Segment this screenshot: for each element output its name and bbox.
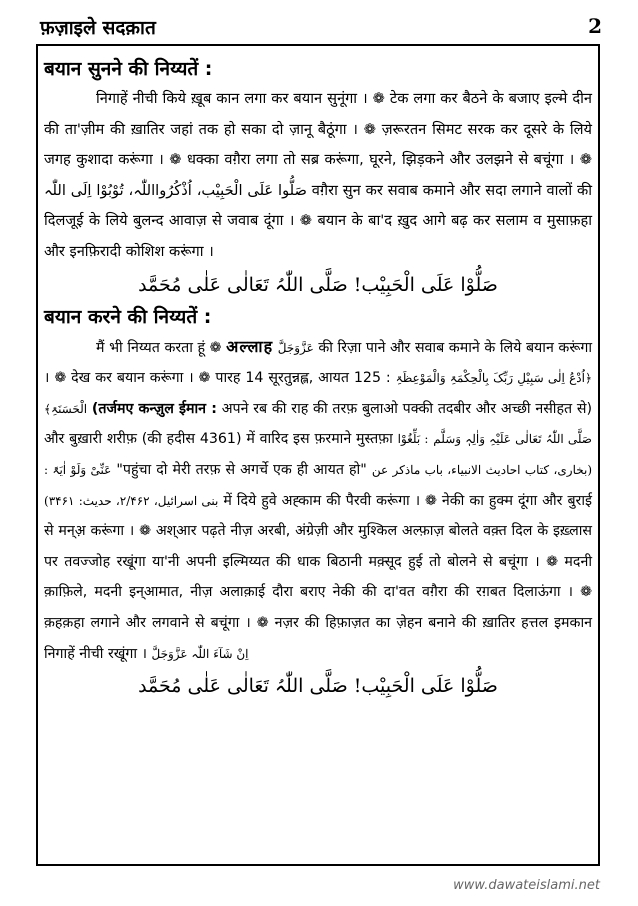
page-header [40, 12, 602, 42]
azza-wajal-text: عَزَّوَجَلَّ [277, 340, 314, 355]
after-allah-text: की रिज़ा पाने और सवाब कमाने के लिये बयान करूंगा । ❁ देख कर बयान करूंगा । ❁ पारह 14 सूरतुन्नह्ल, आयत 125 : [44, 339, 593, 387]
hadith-arabic: : بَلِّغُوْا عَنِّیْ وَلَوْ اٰیَۃً : [44, 432, 429, 477]
durood-line-1: صَلُّوْا عَلَی الْحَبِیْب! صَلَّی اللّٰہُ تَعَالٰی عَلٰی مُحَمَّد [138, 273, 498, 296]
quran-ayah: ﴿اُدْعُ اِلٰی سَبِیْلِ رَبِّکَ بِالْحِکْمَۃِ وَالْمَوْعِظَۃِ الْحَسَنَۃِ﴾ [44, 371, 592, 416]
section-heading-listening: बयान सुनने की निय्यतें : [44, 58, 213, 80]
content-body [44, 54, 592, 858]
tarjama-label: (तर्जमए कन्ज़ुल ईमान : [91, 400, 217, 417]
page-number: 2 [588, 14, 602, 38]
speaking-intentions-paragraph [44, 332, 592, 670]
hadith-reference: (بخاری، کتاب احادیث الانبیاء، باب ماذکر عن بنی اسرائیل، ۲/۴۶۲، حدیث: ۳۴۶۱) [44, 462, 592, 508]
tarjama-text: अपने रब की राह की तरफ़ बुलाओ पक्की तदबीर और अच्छी नसीहत से) और बुख़ारी शरीफ़ (की हदीस 4361) में वारिद इस फ़रमाने मुस्तफ़ा [44, 400, 592, 448]
allah-word: अल्लाह [226, 336, 274, 356]
website-url: www.dawateislami.net [453, 878, 600, 893]
book-title: फ़ज़ाइले सदक़ात [40, 17, 156, 39]
content-frame [36, 44, 600, 866]
durood-line-2: صَلُّوْا عَلَی الْحَبِیْب! صَلَّی اللّٰہُ تَعَالٰی عَلٰی مُحَمَّد [138, 675, 498, 698]
intro-text: मैं भी निय्यत करता हूं ❁ [96, 339, 222, 356]
section-heading-speaking: बयान करने की निय्यतें : [44, 305, 212, 328]
listening-intentions-paragraph: निगाहें नीची किये ख़ूब कान लगा कर बयान सुनूंगा । ❁ टेक लगा कर बैठने के बजाए इल्मे दीन की ता'ज़ीम की ख़ातिर जहां तक हो सका दो ज़ानू बैठूंगा । ❁ ज़रूरतन सिमट सरक कर दूसरे के लिये जगह कुशादा करूंगा । ❁ धक्का वग़ैरा लगा तो सब्र करूंगा, घूरने, झिड़कने और उलझने से बचूंगा । ❁ صَلُّوا عَلَی الْحَبِیْب، اُذْکُرُوااللّٰہ، تُوْبُوْا اِلَی اللّٰہ वग़ैरा सुन कर सवाब कमाने और सदा लगाने वालों की दिलजूई के लिये बुलन्द आवाज़ से जवाब दूंगा । ❁ बयान के बा'द ख़ुद आगे बढ़ कर सलाम व मुसाफ़हा और इनफ़िरादी कोशिश करूंगा । [44, 90, 592, 260]
remaining-text: में दिये हुवे अह्काम की पैरवी करूंगा । ❁ नेकी का हुक्म दूंगा और बुराई से मन्अ़ करूंगा । ❁ अश्आर पढ़ते नीज़ अरबी, अंग्रेज़ी और मुश्किल अल्फ़ाज़ बोलते वक़्त दिल के इख़्लास पर तवज्जोह रखूंगा या'नी अपनी इल्मिय्यत की धाक बिठानी मक़्सूद हुई तो बोलने से बचूंगा । ❁ मदनी क़ाफ़िले, मदनी इन्आमात, नीज़ अलाक़ाई दौरा बराए नेकी की दा'वत वग़ैरा की रग़बत दिलाऊंगा । ❁ क़हक़हा लगाने और लगवाने से बचूंगा । ❁ नज़र की हिफ़ाज़त का ज़ेहन बनाने की ख़ातिर हत्तल इमकान निगाहें नीची रखूंगा । [44, 492, 592, 662]
inshallah-text: اِنْ شَآءَ اللّٰہ عَزَّوَجَلَّ [151, 646, 249, 661]
hadith-text: "पहुंचा दो मेरी तरफ़ से अगर्चे एक ही आयत हो" [116, 461, 367, 478]
salla-inline: صَلَّی اللّٰہُ تَعَالٰی عَلَیْہِ وَاٰلِہٖ وَسَلَّم [433, 432, 592, 447]
